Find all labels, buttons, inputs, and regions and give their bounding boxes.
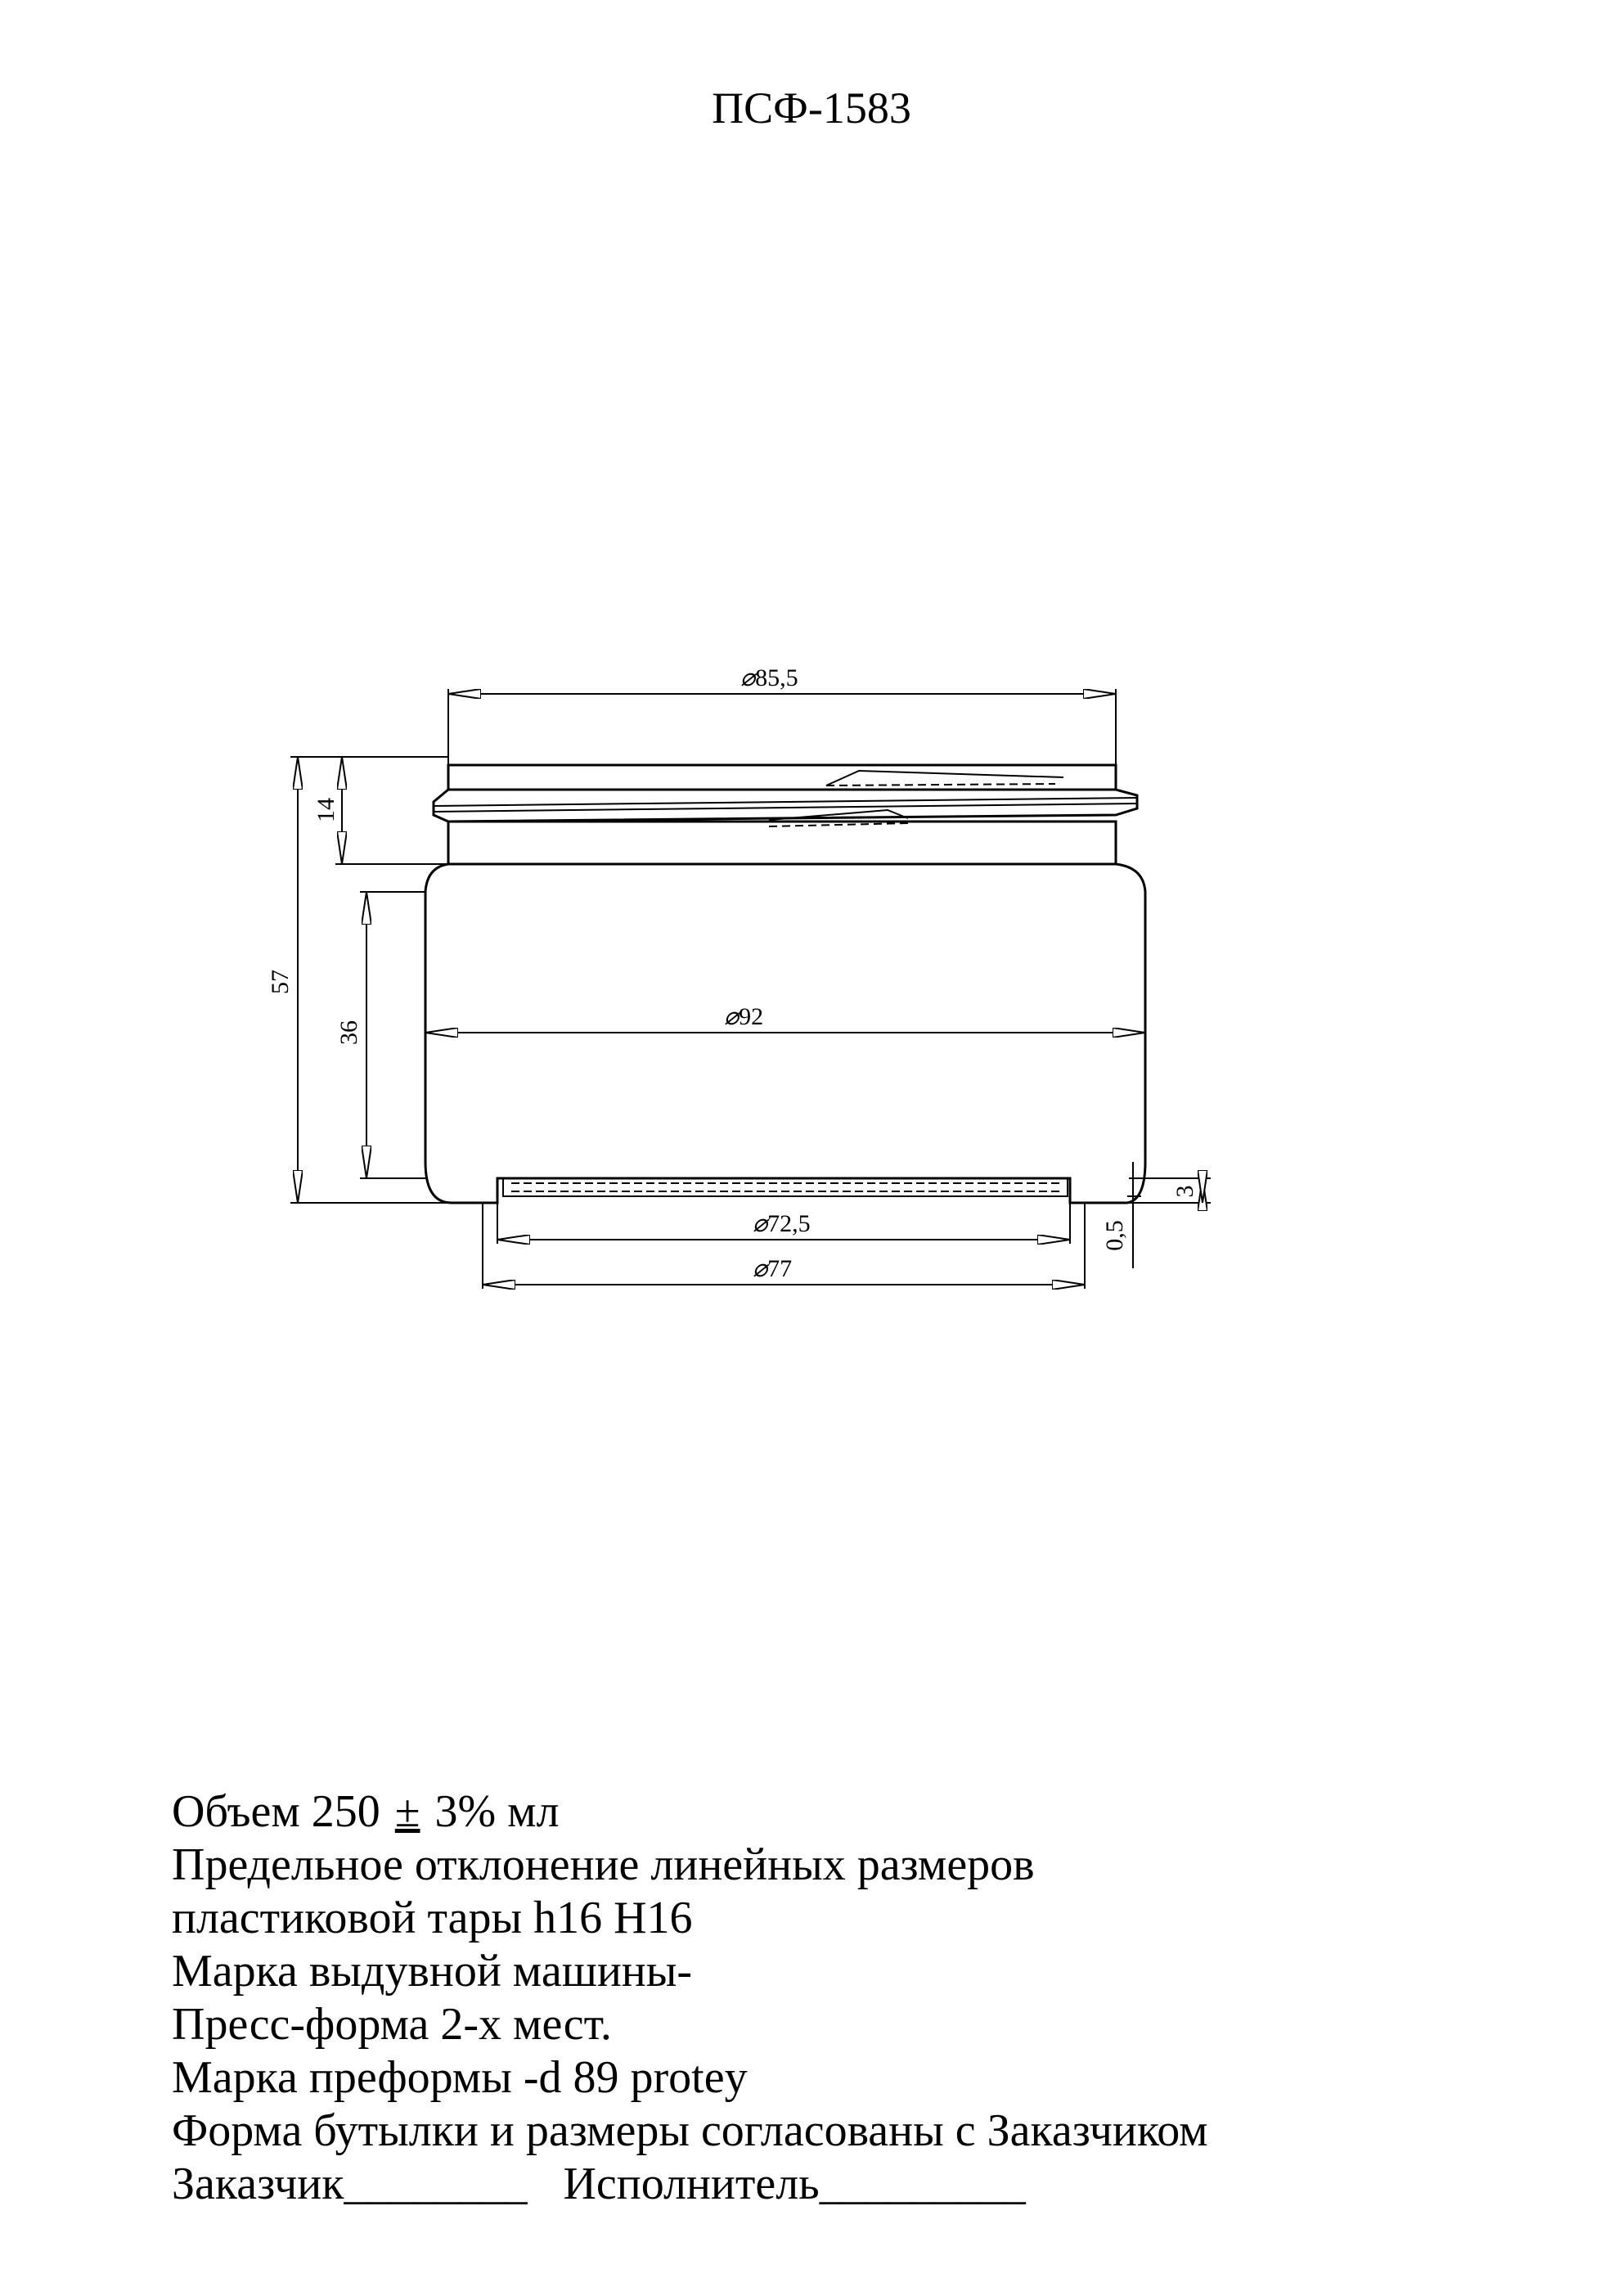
dim-base-gap: 0,5 bbox=[1101, 1220, 1128, 1251]
spec-volume-prefix: Объем 250 bbox=[172, 1786, 380, 1837]
dim-base-outer-diameter: ⌀77 bbox=[753, 1255, 793, 1282]
spec-machine: Марка выдувной машины- bbox=[172, 1946, 693, 1997]
dim-neck-height: 14 bbox=[312, 798, 339, 822]
dim-body-diameter: ⌀92 bbox=[724, 1003, 764, 1030]
spec-preform: Марка преформы -d 89 protey bbox=[172, 2052, 748, 2103]
spec-volume-pm: ± bbox=[394, 1786, 420, 1837]
dimension-lines bbox=[290, 689, 1211, 1289]
dim-base-inner-diameter: ⌀72,5 bbox=[753, 1210, 811, 1237]
spec-tolerance-line2: пластиковой тары h16 H16 bbox=[172, 1893, 693, 1943]
neck-base bbox=[448, 822, 1116, 864]
spec-mold: Пресс-форма 2-х мест. bbox=[172, 1999, 612, 2050]
spec-volume bbox=[172, 1785, 1579, 1839]
dim-top-diameter: ⌀85,5 bbox=[740, 664, 798, 691]
base-recess-inner bbox=[511, 1183, 1059, 1191]
spec-agreement: Форма бутылки и размеры согласованы с Заказчиком bbox=[172, 2105, 1208, 2156]
thread-end-lower bbox=[769, 823, 908, 826]
spec-customer: Заказчик________ bbox=[172, 2159, 528, 2209]
jar-outline bbox=[425, 765, 1145, 1203]
dim-total-height: 57 bbox=[267, 970, 294, 994]
neck-rim bbox=[448, 765, 1116, 790]
spec-volume-suffix: 3% мл bbox=[434, 1786, 560, 1837]
spec-block bbox=[172, 1785, 1579, 2211]
dim-body-height: 36 bbox=[335, 1020, 362, 1045]
base-recess bbox=[503, 1178, 1068, 1196]
spec-contractor: Исполнитель_________ bbox=[563, 2159, 1026, 2209]
spec-tolerance-line1: Предельное отклонение линейных размеров bbox=[172, 1839, 1035, 1890]
spec-signatures bbox=[172, 2158, 1579, 2211]
thread-start-lower bbox=[826, 784, 1055, 786]
dim-base-recess: 3 bbox=[1171, 1185, 1198, 1198]
drawing-title: ПСФ-1583 bbox=[712, 83, 911, 133]
